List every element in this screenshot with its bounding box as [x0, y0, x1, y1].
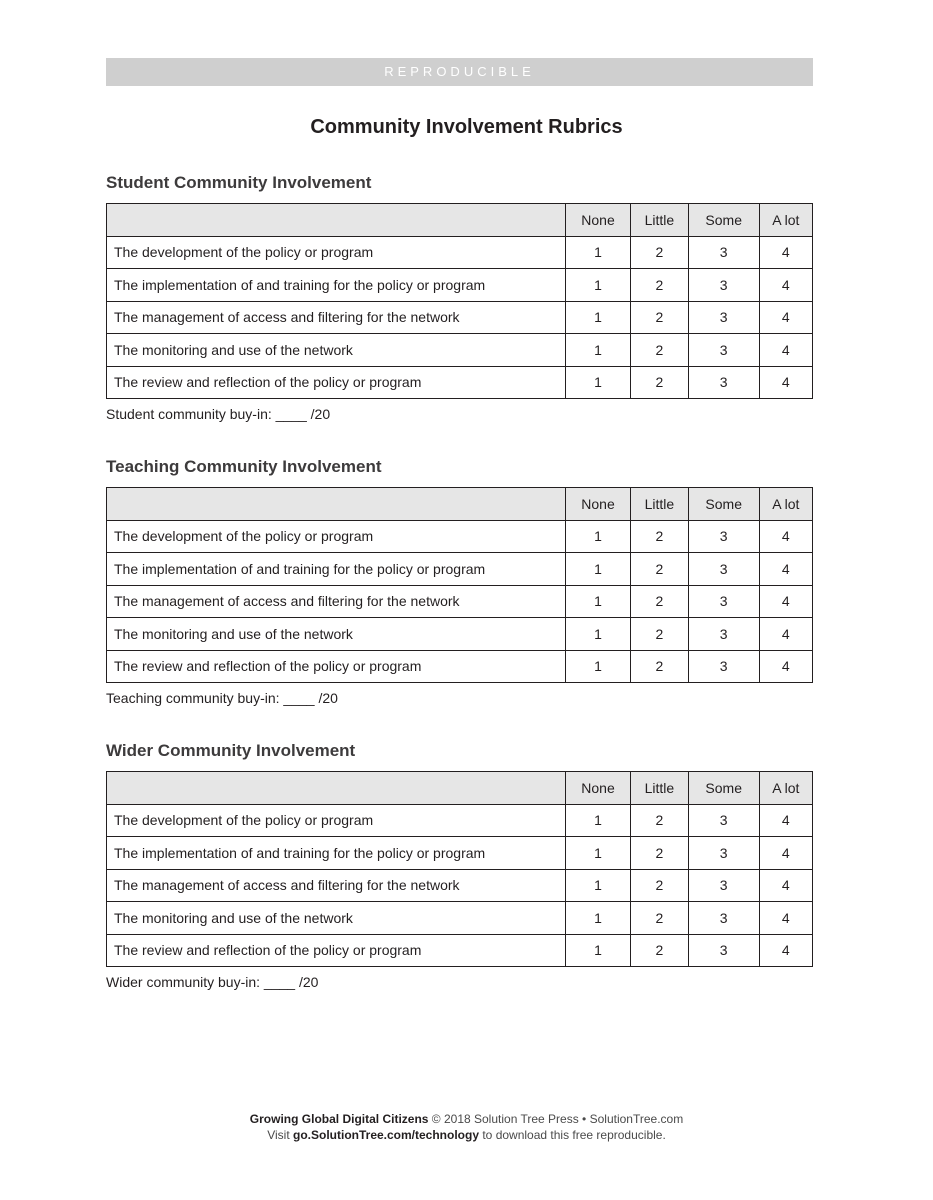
score-cell: 1: [566, 585, 631, 618]
score-cell: 2: [631, 650, 689, 683]
score-cell: 1: [566, 804, 631, 837]
student-section: [106, 173, 814, 422]
column-header: Some: [688, 204, 759, 237]
table-row: [107, 334, 813, 367]
table-row: [107, 618, 813, 651]
visit-prefix: Visit: [267, 1128, 293, 1142]
criterion-cell: The monitoring and use of the network: [107, 334, 566, 367]
rubric-table: [106, 771, 813, 967]
criterion-cell: The development of the policy or program: [107, 804, 566, 837]
section-heading: Teaching Community Involvement: [106, 457, 382, 476]
criterion-cell: The implementation of and training for the policy or program: [107, 553, 566, 586]
footer-line-2: [0, 1127, 933, 1143]
criterion-cell: The development of the policy or program: [107, 236, 566, 269]
criterion-cell: The review and reflection of the policy or program: [107, 650, 566, 683]
section-heading: Student Community Involvement: [106, 173, 372, 192]
score-cell: 3: [688, 269, 759, 302]
score-cell: 3: [688, 585, 759, 618]
reproducible-banner: REPRODUCIBLE: [106, 58, 813, 86]
score-cell: 2: [631, 553, 689, 586]
table-row: [107, 301, 813, 334]
score-cell: 2: [631, 366, 689, 399]
score-cell: 4: [759, 934, 812, 967]
visit-suffix: to download this free reproducible.: [479, 1128, 666, 1142]
score-cell: 4: [759, 366, 812, 399]
score-cell: 1: [566, 618, 631, 651]
score-cell: 1: [566, 301, 631, 334]
score-cell: 4: [759, 585, 812, 618]
score-cell: 3: [688, 301, 759, 334]
table-row: [107, 869, 813, 902]
score-cell: 1: [566, 934, 631, 967]
score-cell: 2: [631, 334, 689, 367]
table-row: [107, 520, 813, 553]
score-cell: 1: [566, 366, 631, 399]
score-cell: 2: [631, 269, 689, 302]
table-row: [107, 269, 813, 302]
rubric-table: [106, 487, 813, 683]
score-cell: 2: [631, 618, 689, 651]
column-header: Little: [631, 204, 689, 237]
score-cell: 1: [566, 553, 631, 586]
header-blank-cell: [107, 488, 566, 521]
table-row: [107, 902, 813, 935]
score-cell: 3: [688, 804, 759, 837]
table-row: [107, 553, 813, 586]
score-cell: 1: [566, 837, 631, 870]
book-title: Growing Global Digital Citizens: [249, 1112, 429, 1126]
score-cell: 3: [688, 366, 759, 399]
page-footer: [0, 1111, 933, 1143]
teaching-section: [106, 457, 814, 706]
table-header-row: [107, 772, 813, 805]
score-cell: 1: [566, 520, 631, 553]
score-cell: 4: [759, 650, 812, 683]
column-header: A lot: [759, 772, 812, 805]
score-cell: 2: [631, 869, 689, 902]
score-cell: 2: [631, 301, 689, 334]
table-row: [107, 804, 813, 837]
score-cell: 3: [688, 236, 759, 269]
score-cell: 3: [688, 934, 759, 967]
score-cell: 3: [688, 650, 759, 683]
criterion-cell: The management of access and filtering for the network: [107, 585, 566, 618]
buy-in-line: Student community buy-in: ____ /20: [106, 406, 331, 422]
score-cell: 4: [759, 804, 812, 837]
column-header: None: [566, 204, 631, 237]
score-cell: 3: [688, 902, 759, 935]
wider-section: [106, 741, 814, 990]
column-header: Little: [631, 488, 689, 521]
score-cell: 2: [631, 837, 689, 870]
score-cell: 4: [759, 334, 812, 367]
criterion-cell: The monitoring and use of the network: [107, 618, 566, 651]
score-cell: 4: [759, 520, 812, 553]
score-cell: 4: [759, 837, 812, 870]
rubric-table: [106, 203, 813, 399]
score-cell: 3: [688, 618, 759, 651]
table-row: [107, 837, 813, 870]
footer-line-1: [0, 1111, 933, 1127]
column-header: A lot: [759, 488, 812, 521]
score-cell: 3: [688, 869, 759, 902]
section-heading: Wider Community Involvement: [106, 741, 356, 760]
criterion-cell: The management of access and filtering for the network: [107, 869, 566, 902]
score-cell: 3: [688, 520, 759, 553]
column-header: Some: [688, 772, 759, 805]
score-cell: 4: [759, 301, 812, 334]
table-row: [107, 236, 813, 269]
table-header-row: [107, 488, 813, 521]
score-cell: 4: [759, 869, 812, 902]
score-cell: 4: [759, 553, 812, 586]
page-title: Community Involvement Rubrics: [310, 116, 623, 138]
column-header: None: [566, 772, 631, 805]
score-cell: 1: [566, 650, 631, 683]
table-row: [107, 366, 813, 399]
score-cell: 1: [566, 236, 631, 269]
table-row: [107, 585, 813, 618]
criterion-cell: The implementation of and training for the policy or program: [107, 269, 566, 302]
criterion-cell: The monitoring and use of the network: [107, 902, 566, 935]
table-row: [107, 934, 813, 967]
download-link[interactable]: go.SolutionTree.com/technology: [293, 1128, 480, 1142]
column-header: Some: [688, 488, 759, 521]
criterion-cell: The review and reflection of the policy or program: [107, 366, 566, 399]
criterion-cell: The management of access and filtering for the network: [107, 301, 566, 334]
score-cell: 4: [759, 618, 812, 651]
score-cell: 4: [759, 236, 812, 269]
score-cell: 4: [759, 269, 812, 302]
column-header: A lot: [759, 204, 812, 237]
criterion-cell: The development of the policy or program: [107, 520, 566, 553]
score-cell: 2: [631, 934, 689, 967]
buy-in-line: Teaching community buy-in: ____ /20: [106, 690, 338, 706]
criterion-cell: The review and reflection of the policy or program: [107, 934, 566, 967]
score-cell: 2: [631, 585, 689, 618]
table-header-row: [107, 204, 813, 237]
column-header: None: [566, 488, 631, 521]
score-cell: 3: [688, 553, 759, 586]
score-cell: 1: [566, 869, 631, 902]
score-cell: 3: [688, 334, 759, 367]
score-cell: 3: [688, 837, 759, 870]
score-cell: 2: [631, 520, 689, 553]
score-cell: 4: [759, 902, 812, 935]
score-cell: 1: [566, 269, 631, 302]
score-cell: 1: [566, 334, 631, 367]
header-blank-cell: [107, 204, 566, 237]
criterion-cell: The implementation of and training for the policy or program: [107, 837, 566, 870]
column-header: Little: [631, 772, 689, 805]
header-blank-cell: [107, 772, 566, 805]
buy-in-line: Wider community buy-in: ____ /20: [106, 974, 319, 990]
score-cell: 2: [631, 902, 689, 935]
score-cell: 2: [631, 804, 689, 837]
copyright-text: © 2018 Solution Tree Press • SolutionTree.com: [428, 1112, 684, 1126]
table-row: [107, 650, 813, 683]
score-cell: 1: [566, 902, 631, 935]
score-cell: 2: [631, 236, 689, 269]
